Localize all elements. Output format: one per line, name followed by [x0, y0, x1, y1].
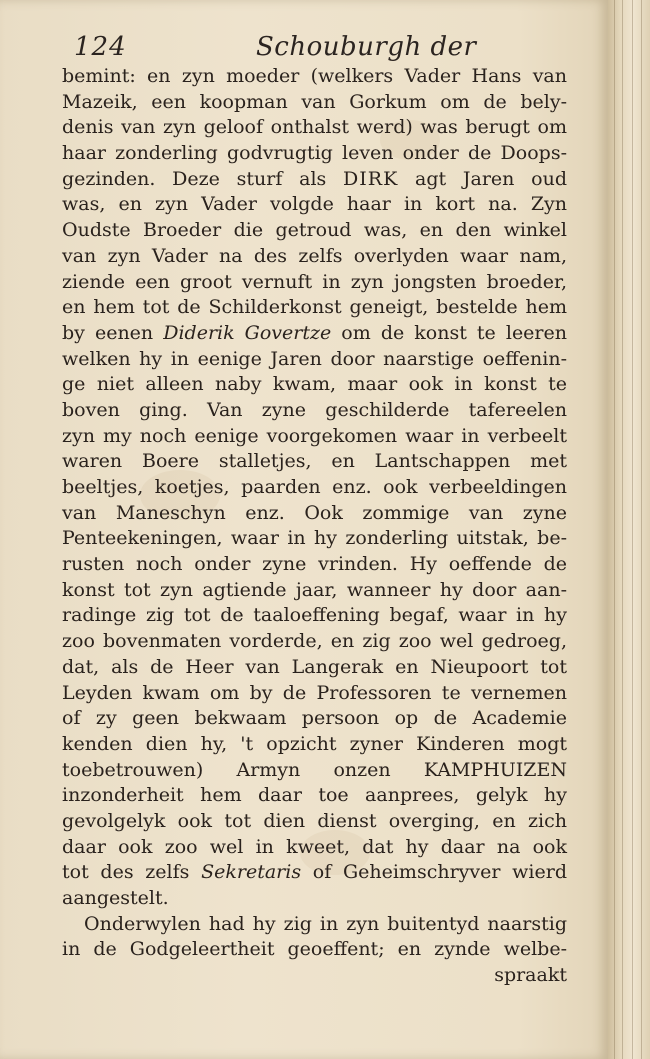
text-line: radinge zig tot de taaloeffening begaf, waar in hy: [62, 604, 567, 627]
text-line: in de Godgeleertheit geoeffent; en zynde welbe-: [62, 938, 567, 961]
text-line: haar zonderling godvrugtig leven onder de Doops-: [62, 142, 567, 165]
text-line: van Maneschyn enz. Ook zommige van zyne: [62, 501, 567, 524]
text-line: zoo bovenmaten vorderde, en zig zoo wel gedroeg,: [62, 630, 567, 653]
text-line: waren Boere stalletjes, en Lantschappen met: [62, 450, 567, 473]
text-line: ge niet alleen naby kwam, maar ook in konst te: [62, 373, 567, 396]
page-edge: [608, 0, 650, 1059]
catchword: spraakt: [494, 964, 567, 987]
text-line: gevolgelyk ook tot dien dienst overging, en zich: [62, 809, 567, 832]
text-line: ziende een groot vernuft in zyn jongsten broeder,: [62, 270, 567, 293]
text-line: en hem tot de Schilderkonst geneigt, bestelde hem: [62, 296, 567, 319]
text-line: inzonderheit hem daar toe aanprees, gelyk hy: [62, 784, 567, 807]
text-line: tot des zelfs Sekretaris of Geheimschryver wierd: [62, 861, 567, 884]
text-line: kenden dien hy, 't opzicht zyner Kinderen mogt: [62, 732, 567, 755]
text-line: konst tot zyn agtiende jaar, wanneer hy door aan-: [62, 578, 567, 601]
body-text: [62, 64, 567, 989]
text-line: denis van zyn geloof onthalst werd) was berugt om: [62, 116, 567, 139]
text-line: bemint: en zyn moeder (welkers Vader Hans van: [62, 65, 567, 87]
text-line: Penteekeningen, waar in hy zonderling uitstak, be-: [62, 527, 567, 550]
emphasis-text: Diderik Govertze: [163, 321, 332, 344]
text-line: Mazeik, een koopman van Gorkum om de bely-: [62, 90, 567, 113]
text-line: beeltjes, koetjes, paarden enz. ook verbeeldingen: [62, 476, 567, 498]
text-line: boven ging. Van zyne geschilderde tafereelen: [62, 398, 567, 421]
text-line: daar ook zoo wel in kweet, dat hy daar na ook: [62, 835, 567, 858]
edge-line: [641, 0, 642, 1059]
text-line: welken hy in eenige Jaren door naarstige oeffenin-: [62, 347, 567, 370]
text-line: was, en zyn Vader volgde haar in kort na. Zyn: [62, 193, 567, 216]
text-line: toebetrouwen) Armyn onzen KAMPHUIZEN: [62, 758, 567, 781]
page-header: [60, 30, 580, 64]
text-line: Leyden kwam om by de Professoren te vernemen: [62, 681, 567, 704]
text-line: Oudste Broeder die getroud was, en den winkel: [62, 219, 567, 242]
edge-line: [614, 0, 615, 1059]
text-line: zyn my noch eenige voorgekomen waar in verbeelt: [62, 424, 567, 447]
text-line: dat, als de Heer van Langerak en Nieupoort tot: [62, 655, 567, 678]
emphasis-text: DIRK: [343, 167, 399, 190]
text-line: van zyn Vader na des zelfs overlyden waar nam,: [62, 244, 567, 267]
text-line: of zy geen bekwaam persoon op de Academie: [62, 707, 567, 730]
text-line: gezinden. Deze sturf als DIRK agt Jaren oud: [62, 167, 567, 190]
text-line: aangestelt.: [62, 887, 169, 909]
edge-line: [632, 0, 633, 1059]
emphasis-text: Sekretaris: [201, 861, 302, 884]
edge-line: [622, 0, 623, 1059]
text-line: by eenen Diderik Govertze om de konst te leeren: [62, 321, 567, 344]
text-line: rusten noch onder zyne vrinden. Hy oeffende de: [62, 553, 567, 576]
text-line: Onderwylen had hy zig in zyn buitentyd naarstig: [84, 912, 567, 935]
page-number: 124: [74, 32, 127, 62]
running-head: Schouburgh der: [256, 32, 477, 62]
